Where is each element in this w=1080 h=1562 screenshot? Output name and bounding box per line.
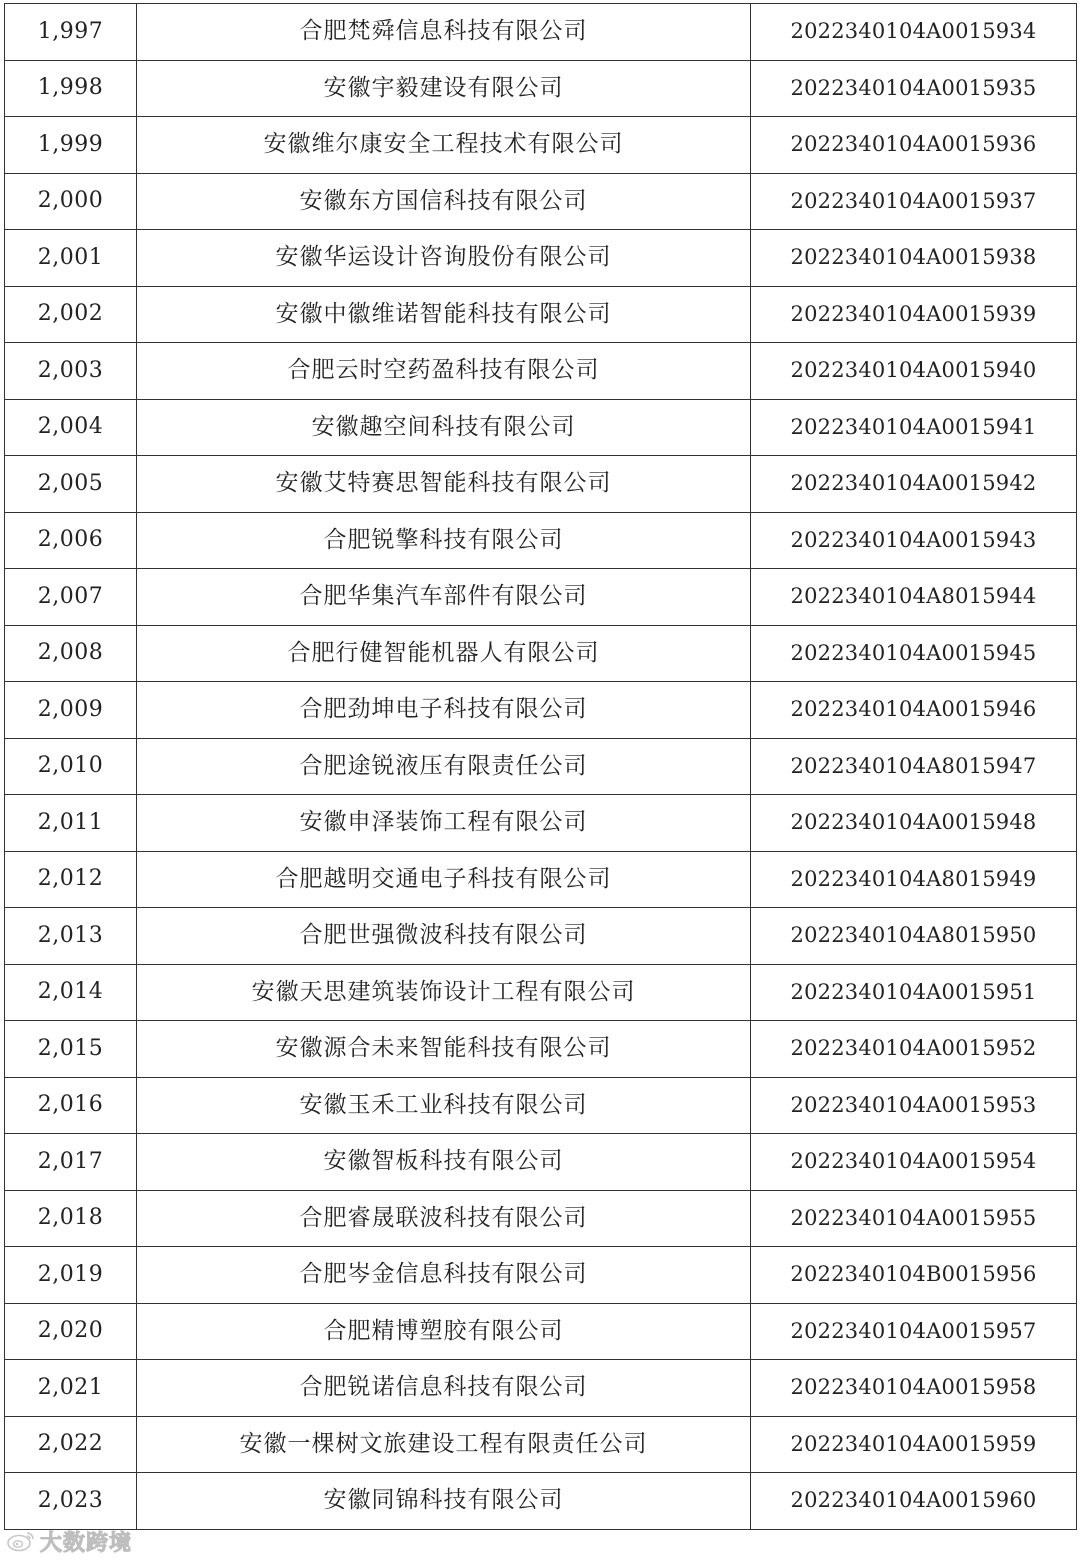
watermark [6, 1526, 132, 1556]
row-number: 2,023 [5, 1473, 137, 1530]
registration-code: 2022340104A0015952 [751, 1021, 1077, 1078]
company-name: 合肥华集汽车部件有限公司 [137, 569, 751, 626]
company-name: 安徽东方国信科技有限公司 [137, 173, 751, 230]
table-row [5, 1021, 1077, 1078]
table-row [5, 456, 1077, 513]
row-number: 2,016 [5, 1077, 137, 1134]
row-number: 2,017 [5, 1134, 137, 1191]
row-number: 2,006 [5, 512, 137, 569]
company-name: 合肥世强微波科技有限公司 [137, 908, 751, 965]
company-name: 安徽艾特赛思智能科技有限公司 [137, 456, 751, 513]
row-number: 2,019 [5, 1247, 137, 1304]
row-number: 2,012 [5, 851, 137, 908]
row-number: 2,003 [5, 343, 137, 400]
company-name: 安徽维尔康安全工程技术有限公司 [137, 117, 751, 174]
company-name: 合肥越明交通电子科技有限公司 [137, 851, 751, 908]
registration-code: 2022340104A0015946 [751, 682, 1077, 739]
company-name: 合肥途锐液压有限责任公司 [137, 738, 751, 795]
registration-code: 2022340104A0015958 [751, 1360, 1077, 1417]
company-name: 安徽趣空间科技有限公司 [137, 399, 751, 456]
registration-code: 2022340104A0015935 [751, 60, 1077, 117]
registration-code: 2022340104A0015960 [751, 1473, 1077, 1530]
row-number: 2,010 [5, 738, 137, 795]
row-number: 2,000 [5, 173, 137, 230]
table-row [5, 1303, 1077, 1360]
row-number: 2,015 [5, 1021, 137, 1078]
table-row [5, 1077, 1077, 1134]
registration-code: 2022340104A0015942 [751, 456, 1077, 513]
registration-code: 2022340104A0015934 [751, 4, 1077, 61]
registration-code: 2022340104A8015947 [751, 738, 1077, 795]
company-registry-table [4, 3, 1077, 1530]
watermark-text: 大数跨境 [40, 1530, 133, 1556]
registration-code: 2022340104A0015959 [751, 1416, 1077, 1473]
row-number: 2,021 [5, 1360, 137, 1417]
registration-code: 2022340104A8015949 [751, 851, 1077, 908]
table-row [5, 682, 1077, 739]
company-name: 合肥梵舜信息科技有限公司 [137, 4, 751, 61]
company-name: 安徽玉禾工业科技有限公司 [137, 1077, 751, 1134]
row-number: 2,009 [5, 682, 137, 739]
table-row [5, 4, 1077, 61]
company-name: 安徽宇毅建设有限公司 [137, 60, 751, 117]
company-name: 合肥锐诺信息科技有限公司 [137, 1360, 751, 1417]
registration-code: 2022340104A0015955 [751, 1190, 1077, 1247]
table-row [5, 738, 1077, 795]
table-row [5, 230, 1077, 287]
company-name: 安徽华运设计咨询股份有限公司 [137, 230, 751, 287]
table-row [5, 1473, 1077, 1530]
registration-code: 2022340104A0015940 [751, 343, 1077, 400]
company-name: 安徽同锦科技有限公司 [137, 1473, 751, 1530]
registration-code: 2022340104A0015939 [751, 286, 1077, 343]
table-row [5, 851, 1077, 908]
table-row [5, 343, 1077, 400]
registration-code: 2022340104A8015950 [751, 908, 1077, 965]
table-row [5, 60, 1077, 117]
table-row [5, 1134, 1077, 1191]
table-row [5, 1360, 1077, 1417]
company-name: 安徽一棵树文旅建设工程有限责任公司 [137, 1416, 751, 1473]
table-row [5, 1416, 1077, 1473]
registration-code: 2022340104A0015943 [751, 512, 1077, 569]
company-name: 合肥锐擎科技有限公司 [137, 512, 751, 569]
row-number: 2,005 [5, 456, 137, 513]
table-body [5, 4, 1077, 1530]
table-row [5, 625, 1077, 682]
table-row [5, 286, 1077, 343]
registration-code: 2022340104A0015941 [751, 399, 1077, 456]
registration-code: 2022340104A0015948 [751, 795, 1077, 852]
row-number: 2,002 [5, 286, 137, 343]
table-row [5, 1190, 1077, 1247]
table-row [5, 795, 1077, 852]
row-number: 2,011 [5, 795, 137, 852]
row-number: 1,998 [5, 60, 137, 117]
registration-code: 2022340104A0015938 [751, 230, 1077, 287]
registration-code: 2022340104A0015957 [751, 1303, 1077, 1360]
company-name: 合肥睿晟联波科技有限公司 [137, 1190, 751, 1247]
table-row [5, 964, 1077, 1021]
row-number: 1,997 [5, 4, 137, 61]
table-row [5, 399, 1077, 456]
row-number: 2,008 [5, 625, 137, 682]
registration-code: 2022340104A0015954 [751, 1134, 1077, 1191]
registration-code: 2022340104A0015937 [751, 173, 1077, 230]
table-row [5, 173, 1077, 230]
row-number: 2,022 [5, 1416, 137, 1473]
table-row [5, 569, 1077, 626]
row-number: 2,018 [5, 1190, 137, 1247]
company-name: 合肥劲坤电子科技有限公司 [137, 682, 751, 739]
registration-code: 2022340104A8015944 [751, 569, 1077, 626]
registration-code: 2022340104A0015953 [751, 1077, 1077, 1134]
company-name: 安徽中徽维诺智能科技有限公司 [137, 286, 751, 343]
row-number: 2,014 [5, 964, 137, 1021]
row-number: 2,013 [5, 908, 137, 965]
table-row [5, 1247, 1077, 1304]
registration-code: 2022340104A0015945 [751, 625, 1077, 682]
row-number: 1,999 [5, 117, 137, 174]
registration-code: 2022340104A0015951 [751, 964, 1077, 1021]
row-number: 2,001 [5, 230, 137, 287]
registration-code: 2022340104A0015936 [751, 117, 1077, 174]
table-row [5, 117, 1077, 174]
row-number: 2,020 [5, 1303, 137, 1360]
company-name: 安徽申泽装饰工程有限公司 [137, 795, 751, 852]
company-name: 合肥行健智能机器人有限公司 [137, 625, 751, 682]
row-number: 2,007 [5, 569, 137, 626]
table-row [5, 908, 1077, 965]
weibo-logo-icon [6, 1530, 36, 1552]
company-name: 安徽智板科技有限公司 [137, 1134, 751, 1191]
registration-code: 2022340104B0015956 [751, 1247, 1077, 1304]
company-name: 合肥云时空药盈科技有限公司 [137, 343, 751, 400]
company-name: 安徽天思建筑装饰设计工程有限公司 [137, 964, 751, 1021]
row-number: 2,004 [5, 399, 137, 456]
company-name: 合肥精博塑胶有限公司 [137, 1303, 751, 1360]
table-row [5, 512, 1077, 569]
company-name: 合肥岑金信息科技有限公司 [137, 1247, 751, 1304]
company-name: 安徽源合未来智能科技有限公司 [137, 1021, 751, 1078]
